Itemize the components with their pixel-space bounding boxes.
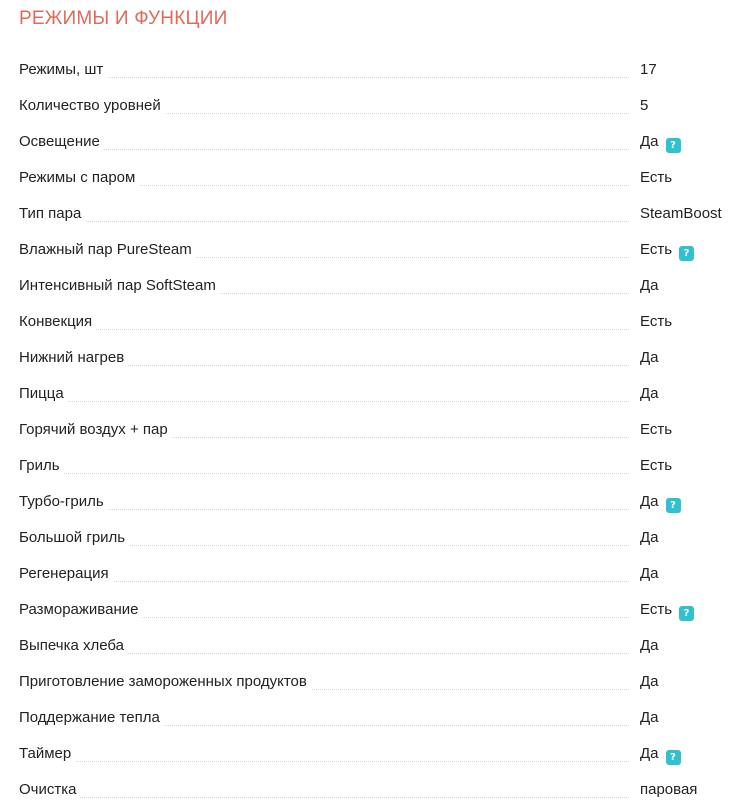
- spec-row: [19, 592, 719, 628]
- spec-row: [19, 52, 719, 88]
- spec-label: Регенерация: [19, 556, 113, 592]
- spec-list: [19, 52, 722, 808]
- spec-value: Есть: [640, 313, 673, 330]
- spec-value-cell: [640, 664, 659, 700]
- spec-label: Размораживание: [19, 592, 142, 628]
- spec-label: Конвекция: [19, 304, 96, 340]
- question-icon[interactable]: ?: [679, 606, 694, 621]
- dotted-leader: [19, 797, 629, 798]
- question-icon[interactable]: ?: [666, 498, 681, 513]
- section-title: РЕЖИМЫ И ФУНКЦИИ: [19, 8, 228, 29]
- spec-value-cell: [640, 520, 659, 556]
- spec-row: [19, 124, 719, 160]
- dotted-leader: [19, 149, 629, 150]
- spec-value: Да: [640, 709, 659, 726]
- spec-row: [19, 232, 719, 268]
- question-icon[interactable]: ?: [679, 246, 694, 261]
- dotted-leader: [19, 77, 629, 78]
- spec-label: Влажный пар PureSteam: [19, 232, 196, 268]
- spec-label: Большой гриль: [19, 520, 129, 556]
- spec-label: Тип пара: [19, 196, 85, 232]
- dotted-leader: [19, 761, 629, 762]
- spec-value: Да: [640, 277, 659, 294]
- spec-value-cell: [640, 376, 659, 412]
- spec-value-cell: [640, 484, 681, 520]
- spec-label: Выпечка хлеба: [19, 628, 128, 664]
- spec-value-cell: [640, 52, 657, 88]
- spec-value: Есть: [640, 169, 673, 186]
- question-icon[interactable]: ?: [666, 138, 681, 153]
- dotted-leader: [19, 329, 629, 330]
- question-icon[interactable]: ?: [666, 750, 681, 765]
- spec-value-cell: [640, 556, 659, 592]
- spec-row: [19, 376, 719, 412]
- spec-value: Да: [640, 349, 659, 366]
- spec-label: Режимы, шт: [19, 52, 107, 88]
- spec-label: Гриль: [19, 448, 64, 484]
- spec-value-cell: [640, 340, 659, 376]
- spec-value-cell: [640, 268, 659, 304]
- spec-label: Таймер: [19, 736, 75, 772]
- spec-label: Нижний нагрев: [19, 340, 128, 376]
- spec-value-cell: [640, 304, 672, 340]
- spec-value: SteamBoost: [640, 205, 722, 222]
- spec-row: [19, 484, 719, 520]
- spec-row: [19, 268, 719, 304]
- spec-value-cell: [640, 196, 722, 232]
- spec-label: Количество уровней: [19, 88, 165, 124]
- spec-row: [19, 700, 719, 736]
- spec-value: 17: [640, 61, 657, 78]
- spec-row: [19, 412, 719, 448]
- spec-value-cell: [640, 772, 697, 808]
- spec-value: Да: [640, 637, 659, 654]
- spec-label: Освещение: [19, 124, 104, 160]
- spec-value: Да: [640, 529, 659, 546]
- spec-row: [19, 448, 719, 484]
- spec-value: Да: [640, 673, 659, 690]
- spec-row: [19, 160, 719, 196]
- spec-row: [19, 88, 719, 124]
- spec-value: Да: [640, 493, 659, 510]
- spec-value-cell: [640, 160, 672, 196]
- spec-row: [19, 772, 719, 808]
- spec-label: Приготовление замороженных продуктов: [19, 664, 311, 700]
- spec-value: Есть: [640, 241, 673, 258]
- dotted-leader: [19, 473, 629, 474]
- spec-value: Есть: [640, 601, 673, 618]
- spec-label: Очистка: [19, 772, 80, 808]
- spec-row: [19, 340, 719, 376]
- spec-label: Поддержание тепла: [19, 700, 164, 736]
- spec-value: Да: [640, 745, 659, 762]
- spec-value: Да: [640, 565, 659, 582]
- spec-row: [19, 556, 719, 592]
- spec-label: Интенсивный пар SoftSteam: [19, 268, 220, 304]
- dotted-leader: [19, 401, 629, 402]
- spec-value-cell: [640, 592, 694, 628]
- spec-value: Да: [640, 385, 659, 402]
- spec-row: [19, 736, 719, 772]
- spec-value-cell: [640, 232, 694, 268]
- spec-value-cell: [640, 124, 681, 160]
- spec-value-cell: [640, 736, 681, 772]
- spec-value: Есть: [640, 421, 673, 438]
- spec-value-cell: [640, 448, 672, 484]
- dotted-leader: [19, 509, 629, 510]
- spec-row: [19, 664, 719, 700]
- spec-value-cell: [640, 88, 648, 124]
- spec-label: Пицца: [19, 376, 68, 412]
- spec-row: [19, 520, 719, 556]
- spec-row: [19, 196, 722, 232]
- spec-value-cell: [640, 628, 659, 664]
- spec-value: паровая: [640, 781, 698, 798]
- dotted-leader: [19, 221, 629, 222]
- spec-row: [19, 628, 719, 664]
- spec-value: Да: [640, 133, 659, 150]
- spec-value-cell: [640, 412, 672, 448]
- spec-label: Горячий воздух + пар: [19, 412, 172, 448]
- spec-label: Режимы с паром: [19, 160, 139, 196]
- spec-value: Есть: [640, 457, 673, 474]
- spec-row: [19, 304, 719, 340]
- spec-label: Турбо-гриль: [19, 484, 108, 520]
- spec-value: 5: [640, 97, 649, 114]
- spec-value-cell: [640, 700, 659, 736]
